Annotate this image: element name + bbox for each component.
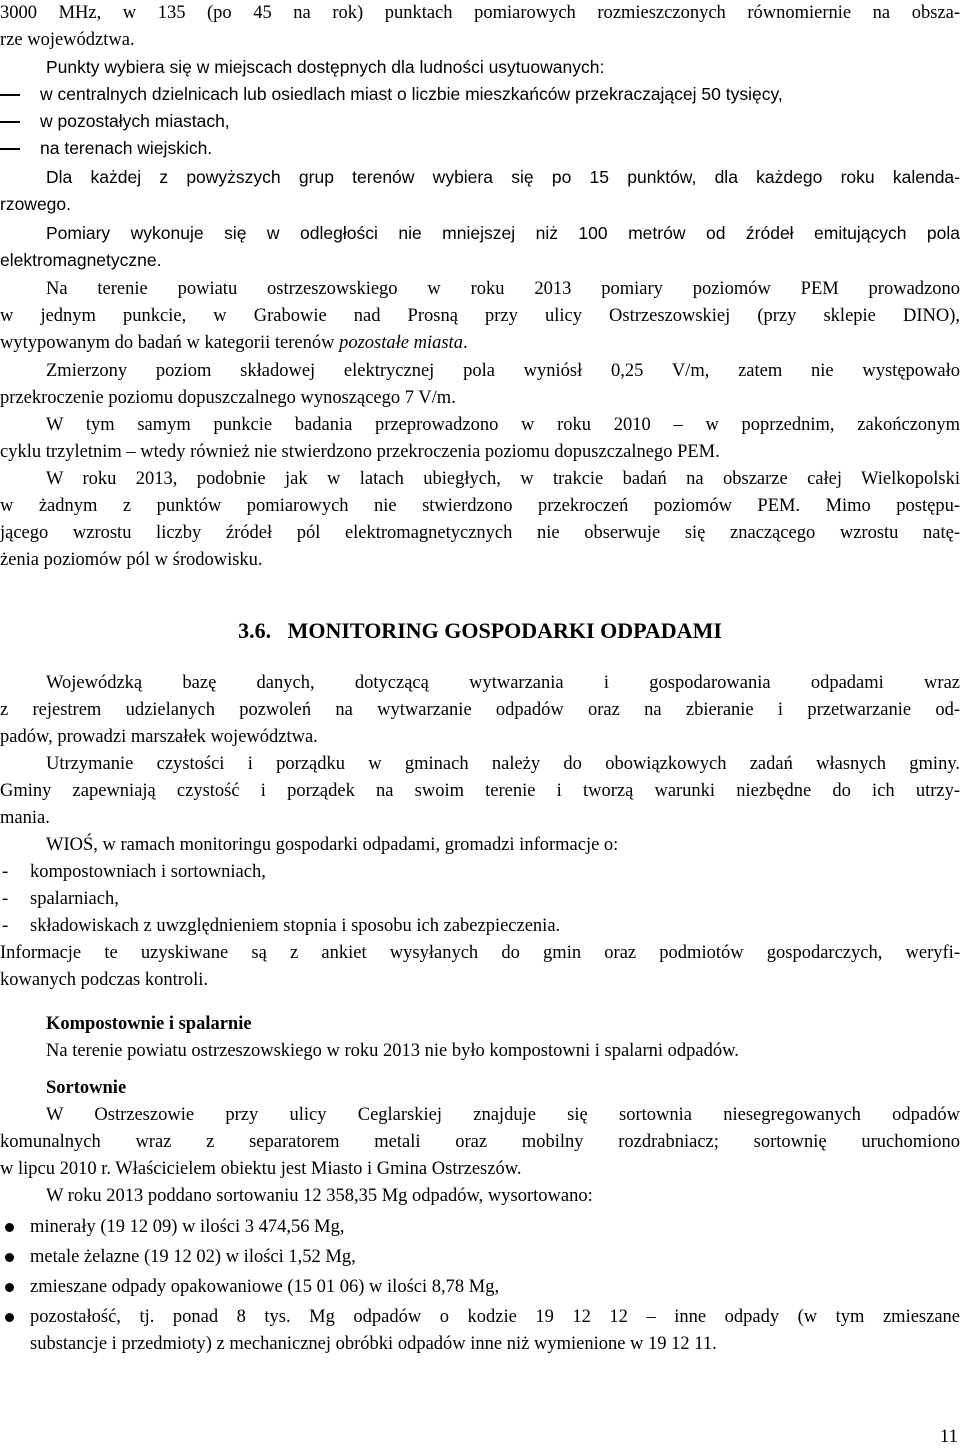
- paragraph-2013-line: żenia poziomów pól w środowisku.: [0, 550, 263, 570]
- paragraph-level-line: Zmierzony poziom składowej elektrycznej pola wyniósł 0,25 V/m, zatem nie występowało: [46, 361, 960, 381]
- subheading-kompost: Kompostownie i spalarnie: [46, 1014, 252, 1034]
- paragraph-baza-line: padów, prowadzi marszałek województwa.: [0, 727, 318, 747]
- paragraph-distance-line: elektromagnetyczne.: [0, 250, 162, 270]
- paragraph-distance-line: Pomiary wykonuje się w odległości nie mniejszej niż 100 metrów od źródeł emitujących pola: [46, 223, 960, 243]
- paragraph-sort-line: w lipcu 2010 r. Właścicielem obiektu jest Miasto i Gmina Ostrzeszów.: [0, 1159, 522, 1179]
- paragraph-baza-line: Wojewódzką bazę danych, dotyczącą wytwarzania i gospodarowania odpadami wraz: [46, 673, 960, 693]
- section-heading: 3.6. MONITORING GOSPODARKI ODPADAMI: [238, 618, 722, 643]
- subheading-sortownie: Sortownie: [46, 1078, 127, 1098]
- bullet-dot: [5, 1283, 14, 1292]
- paragraph-czystosc-line: Utrzymanie czystości i porządku w gminach należy do obowiązkowych zadań własnych gminy.: [46, 754, 960, 774]
- paragraph-poddano: W roku 2013 poddano sortowaniu 12 358,35 Mg odpadów, wysortowano:: [46, 1186, 593, 1206]
- paragraph-2013-line: W roku 2013, podobnie jak w latach ubiegłych, w trakcie badań na obszarze całej Wielkopolski: [46, 469, 960, 489]
- page-number: 11: [939, 1426, 958, 1447]
- paragraph-level-line: przekroczenie poziomu dopuszczalnego wynoszącego 7 V/m.: [0, 388, 456, 408]
- bullet-dot: [5, 1253, 14, 1262]
- paragraph-points-intro: Punkty wybiera się w miejscach dostępnych dla ludności usytuowanych:: [46, 57, 605, 77]
- paragraph-baza-line: z rejestrem udzielanych pozwoleń na wytwarzanie odpadów oraz na zbieranie i przetwarzanie od-: [0, 700, 960, 720]
- paragraph-powiat-line: wytypowanym do badań w kategorii terenów pozostałe miasta.: [0, 333, 468, 353]
- document-page: 3000 MHz, w 135 (po 45 na rok) punktach pomiarowych rozmieszczonych równomiernie na obsza- rze województwa. Punkty wybiera się w miejscach dostępnych dla ludności usytuowanych: w centralnych dzielnicach lub osiedlach miast o liczbie mieszkańców przekraczającej 50 tysięcy, w pozostałych miastach, na terenach wiejskich. Dla każdej z powyższych grup terenów wybiera się po 15 punktów, dla każdego roku kalenda- rzowego. Pomiary wykonuje się w odległości nie mniejszej niż 100 metrów od źródeł emitujących pola elektromagnetyczne. Na terenie powiatu ostrzeszowskiego w roku 2013 pomiary poziomów PEM prowadzono w jednym punkcie, w Grabowie nad Prosną przy ulicy Ostrzeszowskiej (przy sklepie DINO), wytypowanym do badań w kategorii terenów pozostałe miasta. Zmierzony poziom składowej elektrycznej pola wyniósł 0,25 V/m, zatem nie występowało przekroczenie poziomu dopuszczalnego wynoszącego 7 V/m. W tym samym punkcie badania przeprowadzono w roku 2010 – w poprzednim, zakończonym cyklu trzyletnim – wtedy również nie stwierdzono przekroczenia poziomu dopuszczalnego PEM. W roku 2013, podobnie jak w latach ubiegłych, w trakcie badań na obszarze całej Wielkopolski w żadnym z punktów pomiarowych nie stwierdzono przekroczeń poziomów PEM. Mimo postępu- jącego wzrostu liczby źródeł pól elektromagnetycznych nie obserwuje się znaczącego wzrostu natę- żenia poziomów pól w środowisku. 3.6. MONITORING GOSPODARKI ODPADAMI Wojewódzką bazę danych, dotyczącą wytwarzania i gospodarowania odpadami wraz z rejestrem udzielanych pozwoleń na wytwarzanie odpadów oraz na zbieranie i przetwarzanie od- padów, prowadzi marszałek województwa. Utrzymanie czystości i porządku w gminach należy do obowiązkowych zadań własnych gminy. Gminy zapewniają czystość i porządek na swoim terenie i tworzą warunki niezbędne do ich utrzy- mania. WIOŚ, w ramach monitoringu gospodarki odpadami, gromadzi informacje o: - kompostowniach i sortowniach, - spalarniach, - składowiskach z uwzględnieniem stopnia i sposobu ich zabezpieczenia. Informacje te uzyskiwane są z ankiet wysyłanych do gmin oraz podmiotów gospodarczych, weryfi- kowanych podczas kontroli. Kompostownie i spalarnie Na terenie powiatu ostrzeszowskiego w roku 2013 nie było kompostowni i spalarni odpadów. Sortownie W Ostrzeszowie przy ulicy Ceglarskiej znajduje się sortownia niesegregowanych odpadów komunalnych wraz z separatorem metali oraz mobilny rozdrabniacz; sortownię uruchomiono w lipcu 2010 r. Właścicielem obiektu jest Miasto i Gmina Ostrzeszów. W roku 2013 poddano sortowaniu 12 358,35 Mg odpadów, wysortowano: minerały (19 12 09) w ilości 3 474,56 Mg, metale żelazne (19 12 02) w ilości 1,52 Mg, zmieszane odpady opakowaniowe (15 01 06) w ilości 8,78 Mg, pozostałość, tj. ponad 8 tys. Mg odpadów o kodzie 19 12 12 – inne odpady (w tym zmieszane substancje i przedmioty) z mechanicznej obróbki odpadów inne niż wymienione w 19 12 11. 11: [0, 0, 960, 1451]
- paragraph-czystosc-line: mania.: [0, 808, 50, 828]
- hyphen-bullet: -: [2, 889, 9, 909]
- paragraph-2013-line: w żadnym z punktów pomiarowych nie stwierdzono przekroczeń poziomów PEM. Mimo postępu-: [0, 496, 960, 516]
- paragraph-intro-line: rze województwa.: [0, 30, 135, 50]
- paragraph-kompost: Na terenie powiatu ostrzeszowskiego w roku 2013 nie było kompostowni i spalarni odpadów.: [46, 1041, 739, 1061]
- hyphen-bullet: -: [2, 862, 9, 882]
- paragraph-intro-line: 3000 MHz, w 135 (po 45 na rok) punktach pomiarowych rozmieszczonych równomiernie na obsza-: [0, 3, 960, 23]
- bullet-dot: [5, 1313, 14, 1322]
- paragraph-wios: WIOŚ, w ramach monitoringu gospodarki odpadami, gromadzi informacje o:: [46, 835, 619, 855]
- dash-bullet: [0, 121, 20, 123]
- dash-bullet: [0, 94, 20, 96]
- paragraph-2010-line: cyklu trzyletnim – wtedy również nie stwierdzono przekroczenia poziomu dopuszczalnego PEM.: [0, 442, 720, 462]
- paragraph-powiat-line: w jednym punkcie, w Grabowie nad Prosną przy ulicy Ostrzeszowskiej (przy sklepie DINO),: [0, 306, 960, 326]
- paragraph-czystosc-line: Gminy zapewniają czystość i porządek na swoim terenie i tworzą warunki niezbędne do ich utrzy-: [0, 781, 960, 801]
- paragraph-2010-line: W tym samym punkcie badania przeprowadzono w roku 2010 – w poprzednim, zakończonym: [46, 415, 960, 435]
- paragraph-groups-line: Dla każdej z powyższych grup terenów wybiera się po 15 punktów, dla każdego roku kalenda-: [46, 167, 960, 187]
- italic-term: pozostałe miasta: [339, 333, 463, 353]
- paragraph-groups-line: rzowego.: [0, 194, 72, 214]
- paragraph-sort-line: komunalnych wraz z separatorem metali oraz mobilny rozdrabniacz; sortownię uruchomiono: [0, 1132, 960, 1152]
- paragraph-2013-line: jącego wzrostu liczby źródeł pól elektromagnetycznych nie obserwuje się znaczącego wzrostu natę-: [0, 523, 960, 543]
- paragraph-sort-line: W Ostrzeszowie przy ulicy Ceglarskiej znajduje się sortownia niesegregowanych odpadów: [46, 1105, 960, 1125]
- dash-bullet: [0, 148, 20, 150]
- paragraph-info-line: Informacje te uzyskiwane są z ankiet wysyłanych do gmin oraz podmiotów gospodarczych, weryfi-: [0, 943, 960, 963]
- paragraph-info-line: kowanych podczas kontroli.: [0, 970, 209, 990]
- paragraph-powiat-line: Na terenie powiatu ostrzeszowskiego w roku 2013 pomiary poziomów PEM prowadzono: [46, 279, 960, 299]
- bullet-dot: [5, 1223, 14, 1232]
- hyphen-bullet: -: [2, 916, 9, 936]
